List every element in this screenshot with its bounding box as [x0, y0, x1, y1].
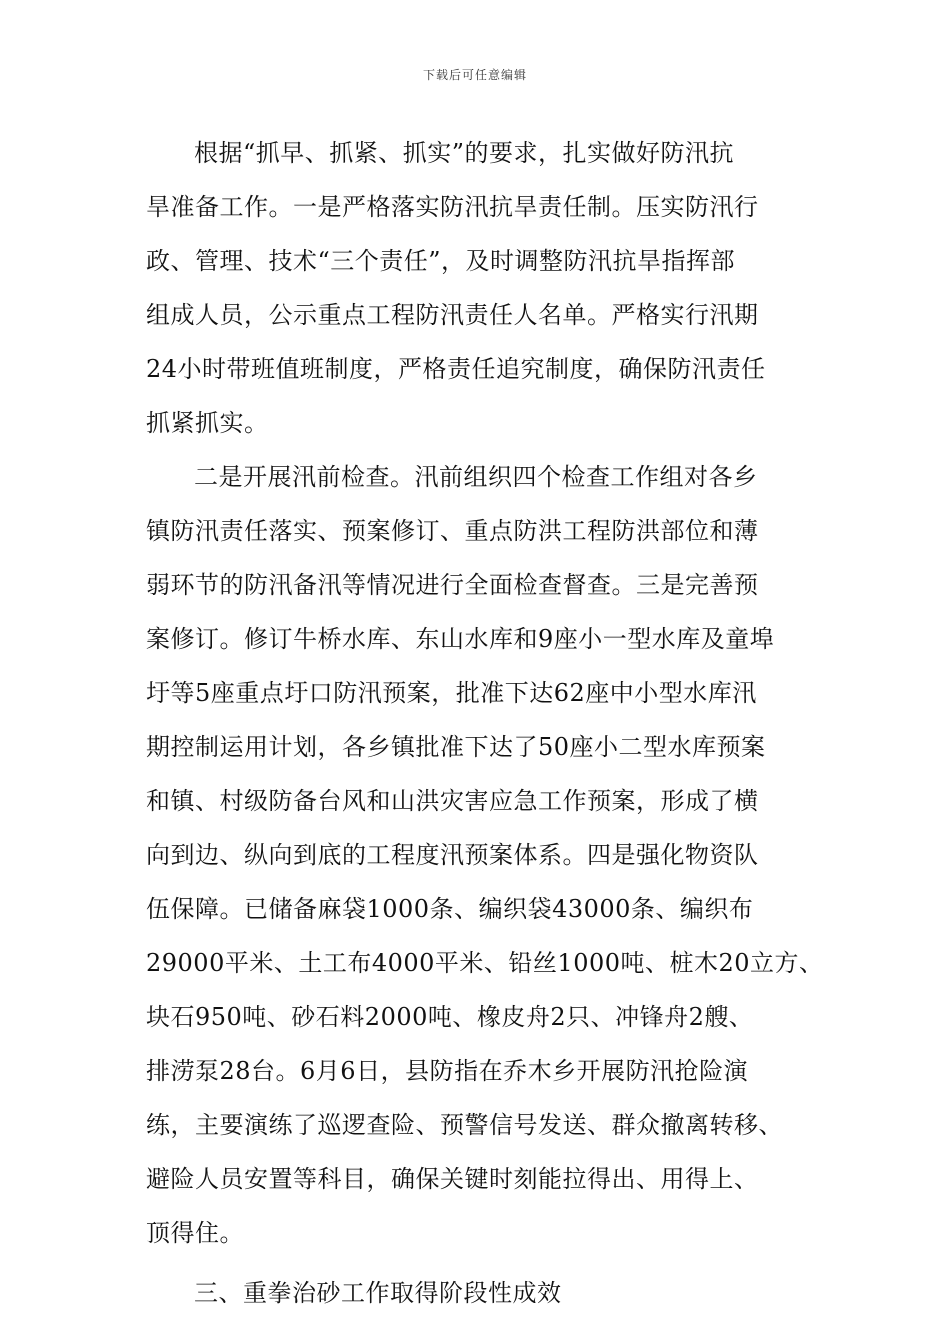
paragraph-1-line-3: 政、管理、技术“三个责任”，及时调整防汛抗旱指挥部 [146, 247, 736, 275]
paragraph-1-line-4: 组成人员，公示重点工程防汛责任人名单。严格实行汛期 [146, 301, 759, 329]
paragraph-2-line-10: 29000平米、土工布4000平米、铅丝1000吨、桩木20立方、 [146, 949, 824, 977]
paragraph-2-line-6: 期控制运用计划，各乡镇批准下达了50座小二型水库预案 [146, 733, 766, 761]
paragraph-2-line-8: 向到边、纵向到底的工程度汛预案体系。四是强化物资队 [146, 841, 759, 869]
paragraph-2-line-2: 镇防汛责任落实、预案修订、重点防洪工程防洪部位和薄 [146, 517, 759, 545]
paragraph-2-line-9: 伍保障。已储备麻袋1000条、编织袋43000条、编织布 [146, 895, 754, 923]
paragraph-1-line-6: 抓紧抓实。 [146, 409, 269, 437]
section-heading: 三、重拳治砂工作取得阶段性成效 [194, 1279, 562, 1307]
document-body [146, 126, 826, 1320]
paragraph-2-line-1: 二是开展汛前检查。汛前组织四个检查工作组对各乡 [194, 463, 758, 491]
paragraph-1-line-5: 24小时带班值班制度，严格责任追究制度，确保防汛责任 [146, 355, 766, 383]
paragraph-2-line-5: 圩等5座重点圩口防汛预案，批准下达62座中小型水库汛 [146, 679, 757, 707]
header-note: 下载后可任意编辑 [422, 68, 527, 82]
paragraph-2-line-11: 块石950吨、砂石料2000吨、橡皮舟2只、冲锋舟2艘、 [146, 1003, 754, 1031]
paragraph-1-line-2: 旱准备工作。一是严格落实防汛抗旱责任制。压实防汛行 [146, 193, 759, 221]
paragraph-2-line-3: 弱环节的防汛备汛等情况进行全面检查督查。三是完善预 [146, 571, 759, 599]
paragraph-2-line-13: 练，主要演练了巡逻查险、预警信号发送、群众撤离转移、 [146, 1111, 783, 1139]
paragraph-2-line-4: 案修订。修订牛桥水库、东山水库和9座小一型水库及童埠 [146, 625, 775, 653]
paragraph-1-line-1: 根据“抓早、抓紧、抓实”的要求，扎实做好防汛抗 [194, 139, 735, 167]
paragraph-2-line-15: 顶得住。 [146, 1219, 244, 1247]
paragraph-2-line-14: 避险人员安置等科目，确保关键时刻能拉得出、用得上、 [146, 1165, 759, 1193]
paragraph-2-line-7: 和镇、村级防备台风和山洪灾害应急工作预案，形成了横 [146, 787, 759, 815]
paragraph-2-line-12: 排涝泵28台。6月6日，县防指在乔木乡开展防汛抢险演 [146, 1057, 749, 1085]
